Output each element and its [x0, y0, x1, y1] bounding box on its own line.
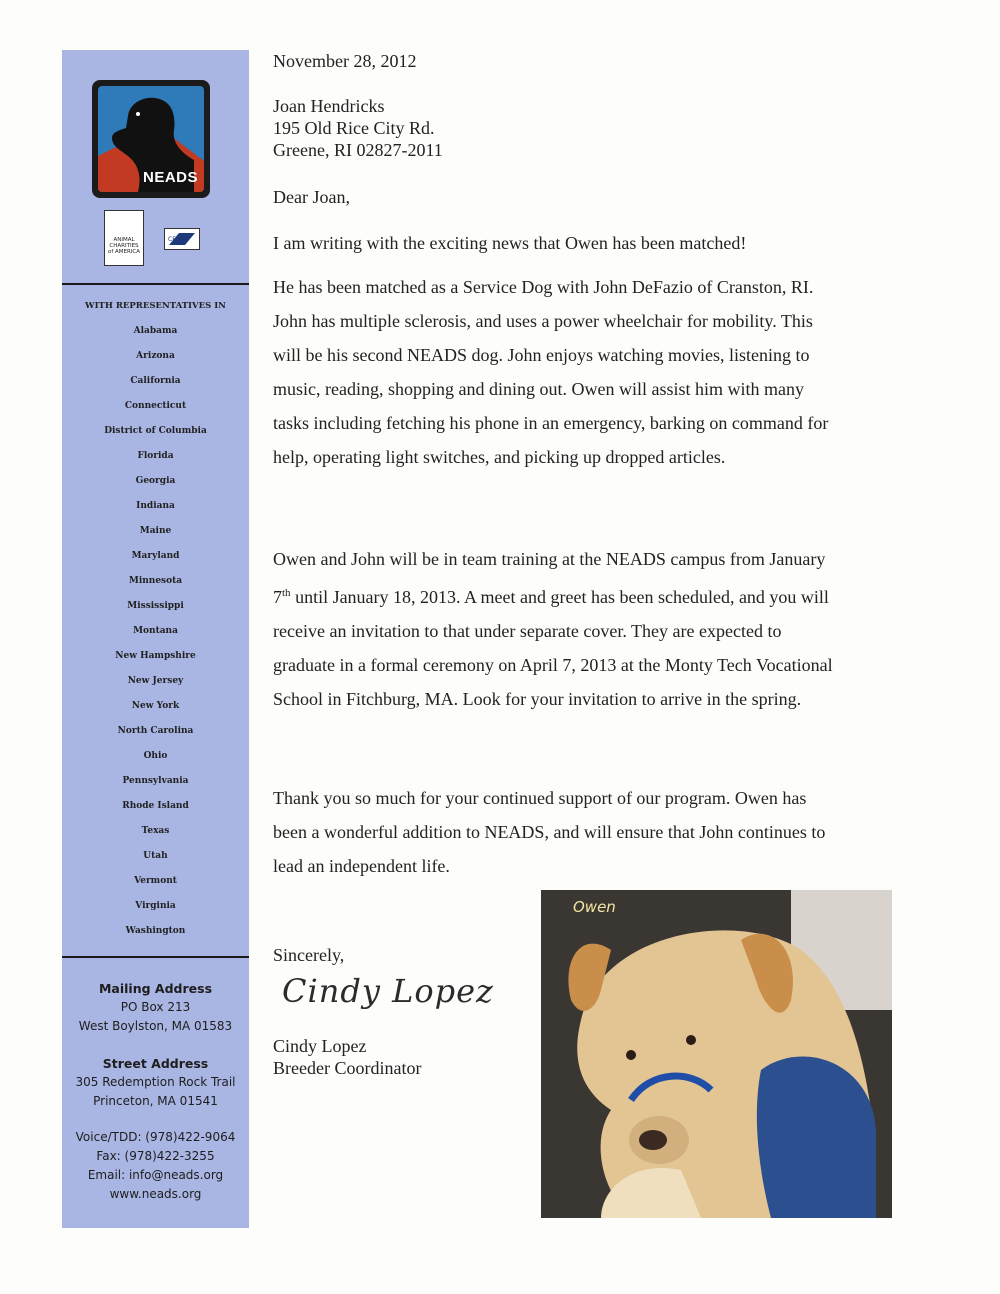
recipient-street: 195 Old Rice City Rd. — [273, 118, 435, 138]
recipient-city: Greene, RI 02827-2011 — [273, 140, 443, 160]
state-item: Virginia — [135, 901, 176, 911]
state-item: Rhode Island — [122, 801, 189, 811]
state-item: Mississippi — [127, 601, 184, 611]
recipient-name: Joan Hendricks — [273, 96, 385, 116]
state-item: Indiana — [136, 501, 175, 511]
cfc-text: CFC — [168, 236, 180, 243]
state-item: New York — [131, 701, 180, 711]
contact-info — [62, 1128, 249, 1204]
state-item: Vermont — [134, 876, 177, 886]
fax-text: Fax: (978)422-3255 — [96, 1149, 215, 1163]
sidebar — [62, 50, 249, 1228]
signer-name: Cindy Lopez — [273, 1036, 367, 1056]
cfc-badge — [164, 228, 200, 250]
state-item: Ohio — [143, 751, 168, 761]
sidebar-rule-top — [62, 283, 249, 285]
street-line-1: 305 Redemption Rock Trail — [75, 1075, 236, 1089]
dog-image — [541, 890, 892, 1218]
mailing-address — [62, 979, 249, 1036]
state-item: New Jersey — [127, 676, 184, 686]
animal-charities-badge — [104, 210, 144, 266]
salutation: Dear Joan, — [273, 187, 350, 207]
closing: Sincerely, — [273, 945, 345, 965]
street-heading: Street Address — [102, 1056, 209, 1071]
body-paragraph-3: Thank you so much for your continued support of our program. Owen has been a wonderful addition to NEADS, and will ensure that John continues to lead an independent life. — [273, 788, 826, 876]
email-link[interactable]: Email: info@neads.org — [87, 1168, 224, 1182]
body-paragraph-1: He has been matched as a Service Dog with John DeFazio of Cranston, RI. John has multiple sclerosis, and uses a power wheelchair for mobility. This will be his second NEADS dog. John enjoys watching movies, listening to music, reading, shopping and dining out. Owen will assist him with many tasks including fetching his phone in an emergency, barking on command for help, operating light switches, and picking up dropped articles. — [273, 277, 829, 467]
para2-rest: until January 18, 2013. A meet and greet has been scheduled, and you will receive an invitation to that under separate cover. They are expected to graduate in a formal ceremony on April 7, 2013 at the Monty Tech Vocational School in Fitchburg, MA. Look for your invitation to arrive in the spring. — [273, 587, 833, 709]
website-link[interactable]: www.neads.org — [109, 1187, 202, 1201]
state-item: Connecticut — [124, 401, 187, 411]
state-item: Georgia — [135, 476, 176, 486]
letter-date: November 28, 2012 — [273, 51, 417, 71]
reps-heading: WITH REPRESENTATIVES IN — [85, 301, 226, 311]
para2-superscript: th — [282, 587, 291, 599]
aca-line-1: ANIMAL — [113, 237, 135, 243]
body-paragraph-2 — [273, 542, 833, 716]
state-item: District of Columbia — [104, 426, 207, 436]
states-list — [62, 326, 249, 951]
state-item: Maryland — [131, 551, 180, 561]
cfc-logo-icon — [165, 229, 199, 249]
intro-line: I am writing with the exciting news that Owen has been matched! — [273, 233, 747, 253]
para2-start: Owen and John will be in team training at the NEADS campus from January 7 — [273, 549, 826, 607]
logo-text: NEADS — [142, 169, 198, 186]
state-item: California — [130, 376, 181, 386]
aca-line-3: of AMERICA — [107, 249, 141, 255]
partner-badges — [104, 210, 204, 266]
state-item: Pennsylvania — [122, 776, 189, 786]
neads-logo — [92, 80, 210, 198]
state-item: Alabama — [133, 326, 178, 336]
signature: Cindy Lopez — [282, 972, 494, 1010]
state-item: North Carolina — [117, 726, 194, 736]
state-item: Arizona — [136, 351, 175, 361]
dog-photo — [541, 890, 892, 1218]
phone-text: Voice/TDD: (978)422-9064 — [75, 1130, 236, 1144]
sidebar-rule-bottom — [62, 956, 249, 958]
state-item: Texas — [141, 826, 170, 836]
street-address — [62, 1054, 249, 1111]
state-item: Montana — [133, 626, 178, 636]
recipient-address — [273, 95, 833, 161]
state-item: Washington — [125, 926, 186, 936]
state-item: Maine — [139, 526, 172, 536]
state-item: Florida — [137, 451, 174, 461]
state-item: Minnesota — [128, 576, 183, 586]
street-line-2: Princeton, MA 01541 — [93, 1094, 218, 1108]
mailing-line-1: PO Box 213 — [120, 1000, 191, 1014]
state-item: Utah — [143, 851, 168, 861]
photo-caption: Owen — [573, 898, 616, 916]
mailing-heading: Mailing Address — [98, 981, 213, 996]
signer-title: Breeder Coordinator — [273, 1058, 422, 1078]
mailing-line-2: West Boylston, MA 01583 — [78, 1019, 233, 1033]
aca-line-2: CHARITIES — [109, 243, 139, 249]
state-item: New Hampshire — [115, 651, 196, 661]
